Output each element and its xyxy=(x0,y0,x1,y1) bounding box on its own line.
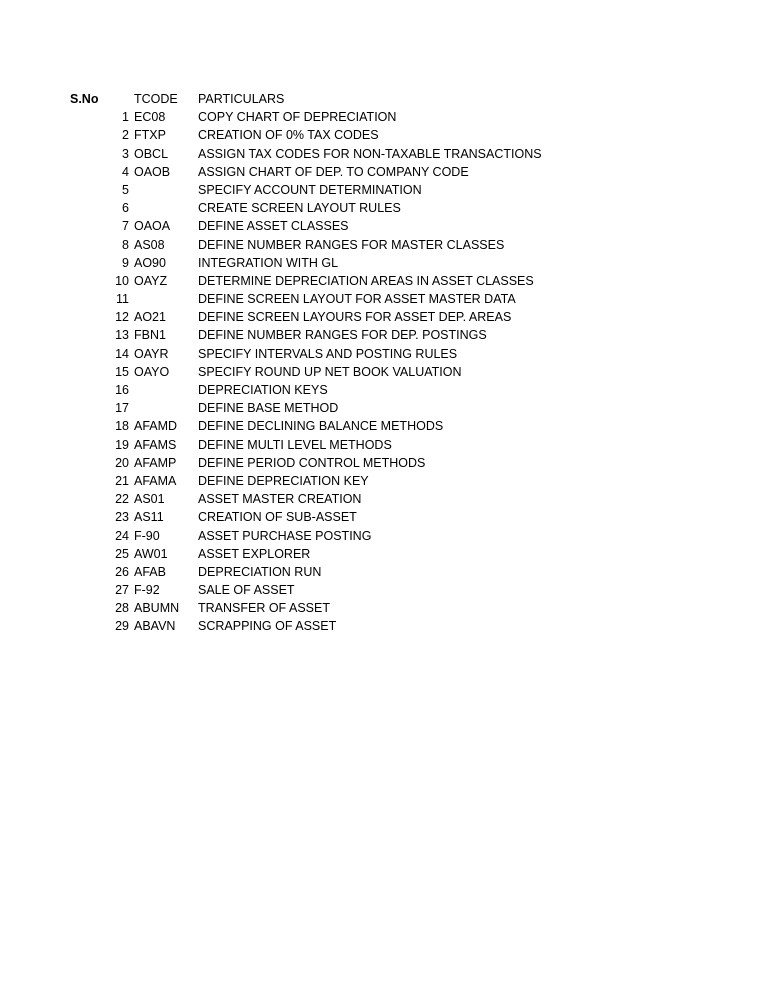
row-sno: 12 xyxy=(115,310,129,325)
header-sno: S.No xyxy=(70,92,99,106)
row-tcode: OAYZ xyxy=(134,273,168,288)
row-particulars: SCRAPPING OF ASSET xyxy=(198,619,337,634)
row-sno: 26 xyxy=(115,564,129,579)
row-particulars: SPECIFY ACCOUNT DETERMINATION xyxy=(198,182,422,197)
row-tcode: FBN1 xyxy=(134,328,166,343)
row-tcode: AFAB xyxy=(134,564,166,579)
row-sno: 21 xyxy=(115,473,129,488)
row-sno: 11 xyxy=(116,292,129,307)
row-particulars: ASSET MASTER CREATION xyxy=(198,492,362,507)
table-row xyxy=(70,363,630,381)
row-sno: 8 xyxy=(122,237,129,252)
table-row xyxy=(70,308,630,326)
row-tcode: AW01 xyxy=(134,546,168,561)
row-particulars: ASSET EXPLORER xyxy=(198,546,311,561)
row-sno: 2 xyxy=(122,128,129,143)
table-body xyxy=(70,108,630,635)
row-sno: 10 xyxy=(115,273,129,288)
row-tcode: AFAMA xyxy=(134,473,177,488)
row-sno: 24 xyxy=(115,528,129,543)
row-sno: 6 xyxy=(122,201,129,216)
table-row xyxy=(70,417,630,435)
table-row xyxy=(70,581,630,599)
table-row xyxy=(70,508,630,526)
row-particulars: ASSET PURCHASE POSTING xyxy=(198,528,372,543)
row-particulars: TRANSFER OF ASSET xyxy=(198,601,330,616)
row-tcode: F-90 xyxy=(134,528,160,543)
row-sno: 22 xyxy=(115,492,129,507)
row-sno: 5 xyxy=(122,182,129,197)
row-particulars: ASSIGN CHART OF DEP. TO COMPANY CODE xyxy=(198,164,469,179)
row-particulars: CREATE SCREEN LAYOUT RULES xyxy=(198,201,401,216)
row-particulars: DEFINE SCREEN LAYOUT FOR ASSET MASTER DATA xyxy=(198,292,516,307)
row-sno: 25 xyxy=(115,546,129,561)
row-particulars: INTEGRATION WITH GL xyxy=(198,255,339,270)
row-tcode: AFAMS xyxy=(134,437,177,452)
row-tcode: AS01 xyxy=(134,492,165,507)
row-sno: 29 xyxy=(115,619,129,634)
row-particulars: DEFINE DEPRECIATION KEY xyxy=(198,473,369,488)
table-row xyxy=(70,181,630,199)
table-row xyxy=(70,527,630,545)
table-row xyxy=(70,126,630,144)
row-particulars: DEPRECIATION RUN xyxy=(198,564,322,579)
row-sno: 15 xyxy=(115,364,129,379)
row-tcode: ABUMN xyxy=(134,601,180,616)
row-particulars: SALE OF ASSET xyxy=(198,583,295,598)
table-row xyxy=(70,617,630,635)
row-particulars: DEFINE DECLINING BALANCE METHODS xyxy=(198,419,444,434)
row-particulars: DETERMINE DEPRECIATION AREAS IN ASSET CLASSES xyxy=(198,273,534,288)
row-sno: 13 xyxy=(115,328,129,343)
table-row xyxy=(70,254,630,272)
row-particulars: SPECIFY INTERVALS AND POSTING RULES xyxy=(198,346,458,361)
row-sno: 1 xyxy=(122,110,129,125)
row-tcode: FTXP xyxy=(134,128,166,143)
row-tcode: OAYO xyxy=(134,364,170,379)
table-row xyxy=(70,163,630,181)
row-sno: 16 xyxy=(115,383,129,397)
row-tcode: AS11 xyxy=(134,510,164,525)
table-row xyxy=(70,545,630,563)
row-sno: 17 xyxy=(115,401,129,416)
row-tcode: AO21 xyxy=(134,310,166,325)
row-tcode: OAOA xyxy=(134,219,171,234)
table-row xyxy=(70,454,630,472)
row-particulars: DEFINE PERIOD CONTROL METHODS xyxy=(198,455,426,470)
row-particulars: CREATION OF 0% TAX CODES xyxy=(198,128,379,143)
row-tcode: ABAVN xyxy=(134,619,176,634)
table-row xyxy=(70,490,630,508)
table-row xyxy=(70,108,630,126)
row-tcode: OBCL xyxy=(134,146,169,161)
tcode-table xyxy=(70,90,630,636)
row-particulars: DEFINE ASSET CLASSES xyxy=(198,219,349,234)
row-tcode: OAOB xyxy=(134,164,171,179)
row-sno: 14 xyxy=(115,346,129,361)
table-row xyxy=(70,599,630,617)
row-tcode: AFAMD xyxy=(134,419,178,434)
table-row xyxy=(70,199,630,217)
row-sno: 9 xyxy=(122,255,129,270)
table-row xyxy=(70,272,630,290)
row-particulars: COPY CHART OF DEPRECIATION xyxy=(198,110,397,125)
row-tcode: AO90 xyxy=(134,255,166,270)
row-particulars: DEFINE NUMBER RANGES FOR DEP. POSTINGS xyxy=(198,328,487,343)
table-row xyxy=(70,236,630,254)
row-tcode: AS08 xyxy=(134,237,165,252)
row-particulars: DEFINE SCREEN LAYOURS FOR ASSET DEP. AREAS xyxy=(198,310,512,325)
row-sno: 3 xyxy=(122,146,129,161)
header-tcode: TCODE xyxy=(134,92,178,106)
row-sno: 27 xyxy=(115,583,129,598)
table-row xyxy=(70,326,630,344)
row-sno: 20 xyxy=(115,455,129,470)
row-tcode: EC08 xyxy=(134,110,166,125)
row-particulars: ASSIGN TAX CODES FOR NON-TAXABLE TRANSACTIONS xyxy=(198,146,542,161)
row-particulars: SPECIFY ROUND UP NET BOOK VALUATION xyxy=(198,364,462,379)
row-particulars: CREATION OF SUB-ASSET xyxy=(198,510,357,525)
table-row xyxy=(70,563,630,581)
table-row xyxy=(70,436,630,454)
row-particulars: DEFINE BASE METHOD xyxy=(198,401,339,416)
row-sno: 4 xyxy=(122,164,129,179)
row-sno: 23 xyxy=(115,510,129,525)
table-row xyxy=(70,145,630,163)
table-row xyxy=(70,290,630,308)
table-row xyxy=(70,381,630,399)
row-particulars: DEFINE NUMBER RANGES FOR MASTER CLASSES xyxy=(198,237,505,252)
row-sno: 18 xyxy=(115,419,129,434)
row-tcode: F-92 xyxy=(134,583,160,598)
row-sno: 28 xyxy=(115,601,129,616)
table-row xyxy=(70,345,630,363)
row-particulars: DEFINE MULTI LEVEL METHODS xyxy=(198,437,392,452)
row-particulars: DEPRECIATION KEYS xyxy=(198,383,328,397)
row-tcode: OAYR xyxy=(134,346,169,361)
row-sno: 7 xyxy=(122,219,129,234)
row-sno: 19 xyxy=(115,437,129,452)
table-header-row xyxy=(70,90,630,108)
row-tcode: AFAMP xyxy=(134,455,177,470)
table-row xyxy=(70,217,630,235)
table-row xyxy=(70,399,630,417)
header-particulars: PARTICULARS xyxy=(198,92,285,106)
table-row xyxy=(70,472,630,490)
